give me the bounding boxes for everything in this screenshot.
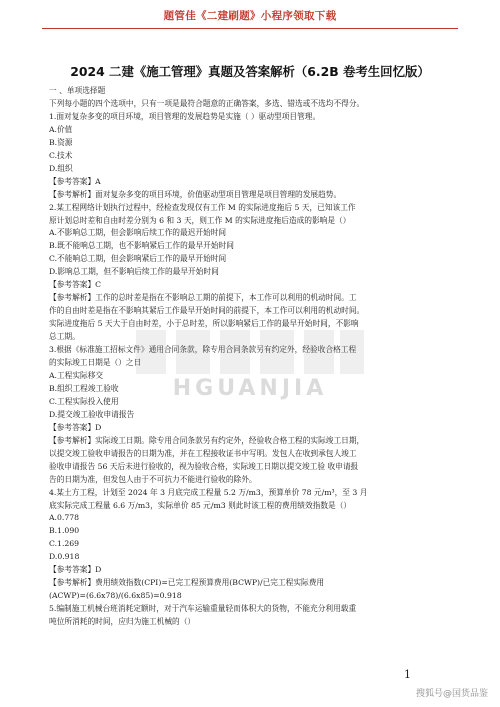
answer-2: 【参考答案】C (49, 280, 102, 290)
document-body (49, 85, 454, 629)
question-2-cont: 原计划总时差和自由时差分别为 6 和 3 天，则工作 M 的实际进度拖后造成的影响是（） (49, 215, 351, 225)
question-2: 2.某工程网络计划执行过程中，经检查发现仅有工作 M 的实际进度拖后 5 天，已知该工作 (49, 202, 356, 212)
banner-divider (42, 28, 458, 29)
option-c: C.不能响总工期，但会影响紧后工作的最早开始时间 (49, 254, 227, 264)
instructions-text: 下列每小题的四个选项中，只有一项是最符合题意的正确答案，多选、错选或不选均不得分。 (49, 98, 365, 108)
explanation-3-cont: 验收申请报告 56 天后未进行验收的，视为验收合格，实际竣工日期以提交竣工验 收申请报 (49, 461, 359, 471)
explanation-2: 【参考解析】工作的总时差是指在不影响总工期的前提下，本工作可以利用的机动时间。工 (49, 293, 357, 303)
section-heading: 一 、单项选择题 (49, 86, 106, 95)
question-1: 1.面对复杂多变的项目环境，项目管理的发展趋势是实施（ ）驱动型项目管理。 (49, 111, 321, 121)
option-d: D.组织 (49, 163, 73, 173)
option-a: A.工程实际移交 (49, 370, 104, 380)
option-d: D.提交竣工验收申请报告 (49, 409, 135, 419)
answer-1: 【参考答案】A (49, 176, 101, 186)
option-b: B.1.090 (49, 526, 80, 536)
question-4: 4.某土方工程，计划至 2024 年 3 月底完成工程量 5.2 万/m3，预算单价 78 元/m³，至 3 月 (49, 487, 368, 497)
explanation-4: 【参考解析】费用绩效指数(CPI)=已完工程预算费用(BCWP)/已完工程实际费用 (49, 578, 325, 588)
option-b: B.资源 (49, 137, 73, 147)
promo-banner[interactable]: 题管佳《二建刷题》小程序领取下载 (163, 10, 337, 22)
explanation-2-cont: 实际进度拖后 5 天大于自由时差，小于总时差，所以影响紧后工作的最早开始时间，不影响 (49, 319, 359, 329)
document-title: 2024 二建《施工管理》真题及答案解析（6.2B 卷考生回忆版） (70, 64, 430, 79)
option-c: C.1.269 (49, 539, 80, 549)
explanation-2-cont: 作的自由时差是指在不影响其紧后工作最早开始时间的前提下，本工作可以利用的机动时间。 (49, 306, 365, 316)
watermark-text: HGUANJIA (172, 376, 328, 401)
question-3-cont: 的实际竣工日期是（）之日 (49, 358, 142, 368)
question-5-cont: 吨位所消耗的时间，应归为施工机械的（） (49, 617, 196, 627)
option-a: A.价值 (49, 124, 73, 134)
answer-3: 【参考答案】D (49, 422, 102, 432)
explanation-3: 【参考解析】实际竣工日期。除专用合同条款另有约定外，经验收合格工程的实际竣工日期， (49, 435, 365, 445)
question-5: 5.编制施工机械台班消耗定额时，对于汽车运输重量轻而体积大的货物，不能充分利用载重 (49, 604, 357, 614)
source-watermark: 搜狐号@国货品鉴 (415, 689, 488, 699)
question-3: 3.根据《标准施工招标文件》通用合同条款，除专用合同条款另有约定外，经验收合格工程 (49, 345, 357, 355)
option-a: A.0.778 (49, 513, 80, 523)
page-number: 1 (404, 668, 411, 681)
explanation-1: 【参考解析】面对复杂多变的项目环境，价值驱动型项目管理是项目管理的发展趋势。 (49, 189, 342, 199)
option-b: B.既不能响总工期，也不影响紧后工作的最早开始时间 (49, 241, 234, 251)
explanation-3-cont: 告的日期为准，但发包人由于不可抗力不能进行验收的除外。 (49, 474, 257, 484)
option-b: B.组织工程竣工验收 (49, 383, 119, 393)
question-4-cont: 底实际完成工程量 6.6 万/m3，实际单价 85 元/m3 则此时该工程的费用绩效指数是（） (49, 500, 352, 510)
option-c: C.工程实际投入使用 (49, 396, 119, 406)
option-d: D.0.918 (49, 552, 80, 562)
option-a: A.不影响总工期，但会影响后续工作的最迟开始时间 (49, 228, 227, 238)
option-c: C.技术 (49, 150, 73, 160)
answer-4: 【参考答案】D (49, 565, 102, 575)
option-d: D.影响总工期，但不影响后续工作的最早开始时间 (49, 267, 219, 277)
explanation-2-cont: 总工期。 (49, 332, 80, 342)
explanation-4-cont: (ACWP)=(6.6x78)/(6.6x85)=0.918 (49, 591, 182, 601)
explanation-3-cont: 以提交竣工验收申请报告的日期为准，并在工程接收证书中写明。发包人在收到承包人竣工 (49, 448, 357, 458)
